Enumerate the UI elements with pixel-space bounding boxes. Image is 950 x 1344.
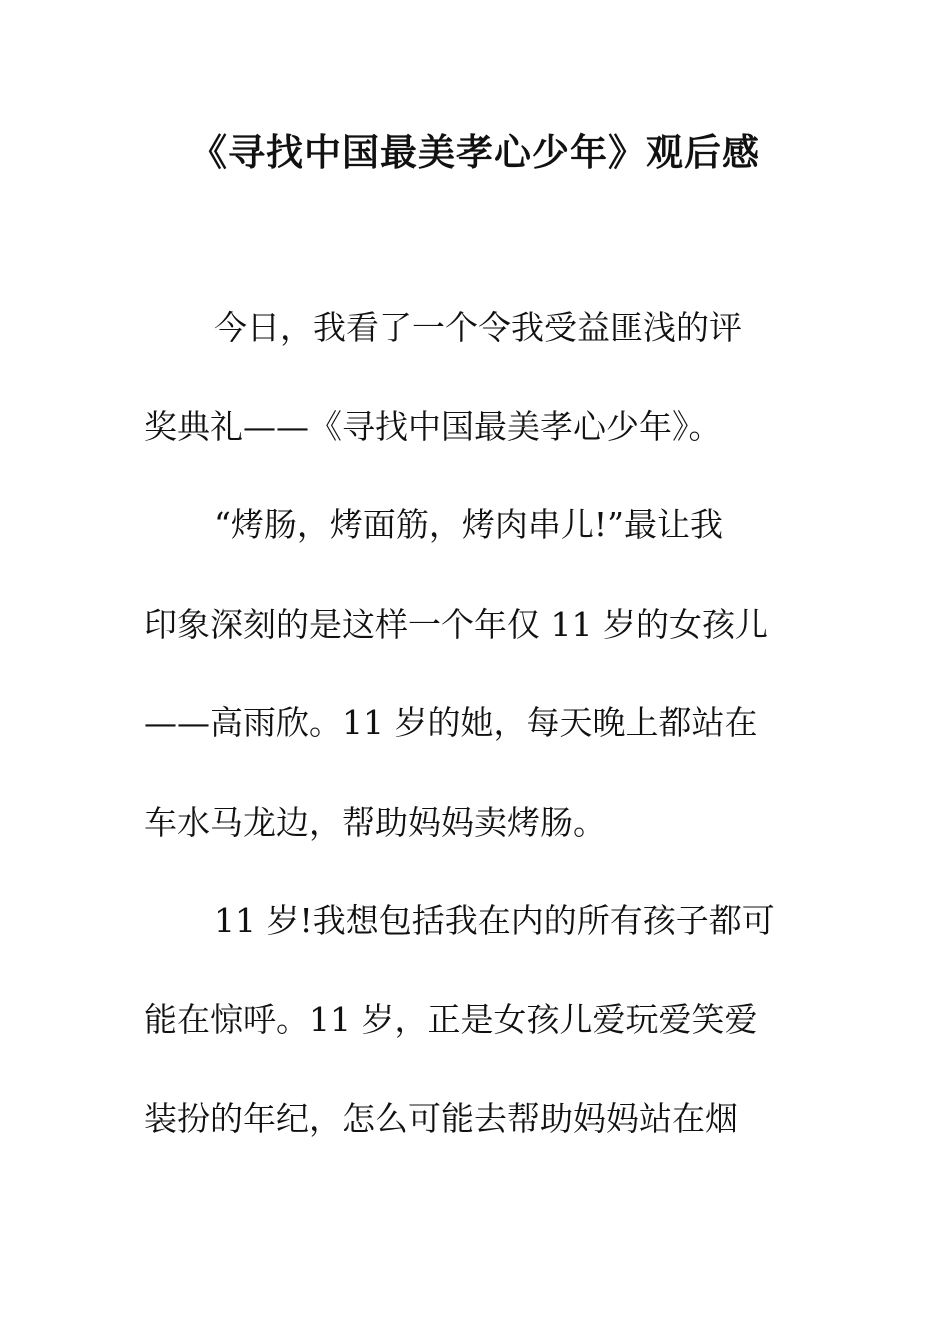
paragraph-line: 11 岁!我想包括我在内的所有孩子都可 bbox=[214, 901, 775, 940]
paragraph-line: 印象深刻的是这样一个年仅 11 岁的女孩儿 bbox=[144, 605, 768, 644]
document-title: 《寻找中国最美孝心少年》观后感 bbox=[190, 131, 760, 174]
paragraph-line: 奖典礼——《寻找中国最美孝心少年》。 bbox=[144, 407, 722, 446]
paragraph-line: ——高雨欣。11 岁的她，每天晚上都站在 bbox=[144, 703, 758, 742]
paragraph-line: 装扮的年纪，怎么可能去帮助妈妈站在烟 bbox=[144, 1099, 738, 1138]
paragraph-line: 能在惊呼。11 岁，正是女孩儿爱玩爱笑爱 bbox=[144, 1000, 758, 1039]
paragraph-line: 今日，我看了一个令我受益匪浅的评 bbox=[214, 308, 742, 347]
paragraph-line: “烤肠，烤面筋，烤肉串儿!”最让我 bbox=[214, 505, 724, 544]
paragraph-line: 车水马龙边，帮助妈妈卖烤肠。 bbox=[144, 803, 606, 842]
